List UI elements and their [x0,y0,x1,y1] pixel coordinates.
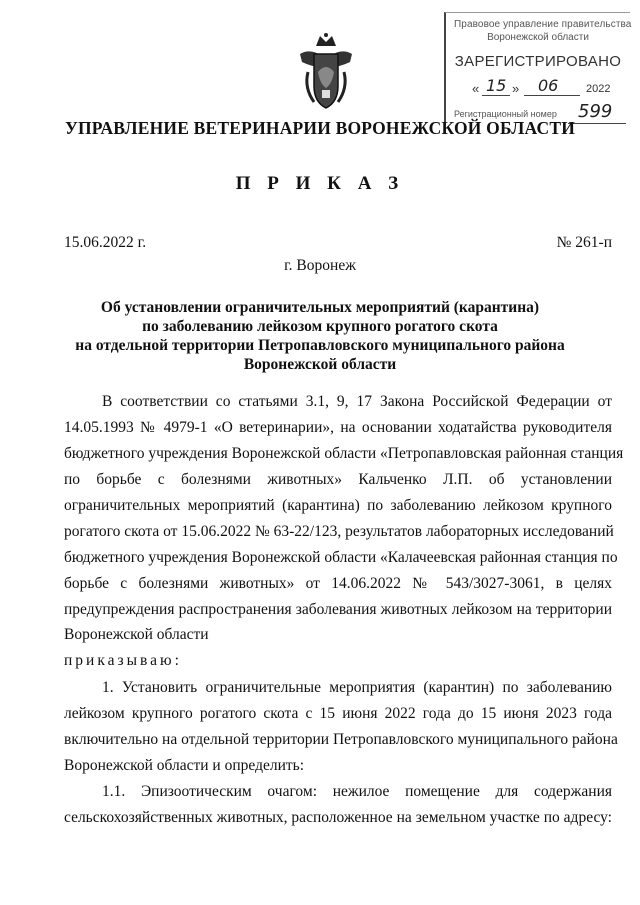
stamp-reg-number: 599 [578,101,613,122]
preamble-line: 14.05.1993 № 4979-1 «О ветеринарии», на основании ходатайства руководителя [64,419,612,436]
stamp-day: 15 [486,76,507,95]
preamble-line: ограничительных мероприятий (карантина) по заболеванию лейкозом крупного [64,497,612,514]
stamp-quote-close: » [512,81,520,96]
stamp-quote-open: « [472,81,480,96]
preamble-line: бюджетного учреждения Воронежской области «Калачеевская районная станция по [64,549,618,566]
stamp-month: 06 [538,76,559,95]
preamble-line: предупреждения распространения заболевания животных лейкозом на территории [64,601,612,618]
order-word: приказываю: [64,652,182,669]
item-1-1-line: сельскохозяйственных животных, расположенное на земельном участке по адресу: [64,809,612,826]
preamble-line: бюджетного учреждения Воронежской области «Петропавловская районная станция [64,445,624,462]
preamble-line: Воронежской области [64,626,209,643]
preamble-line: рогатого скота от 15.06.2022 № 63-22/123, результатов лабораторных исследований [64,523,614,540]
item-1-line: 1. Установить ограничительные мероприятия (карантин) по заболеванию [102,679,612,696]
stamp-year: 2022 [586,83,611,95]
preamble-line: В соответствии со статьями 3.1, 9, 17 Закона Российской Федерации от [102,393,612,410]
heading-line: Воронежской области [243,356,397,373]
item-1-line: лейкозом крупного рогатого скота с 15 июня 2022 года до 15 июня 2023 года [64,705,612,722]
document-number: № 261-п [556,234,612,251]
registration-stamp [444,12,630,125]
item-1-line: Воронежской области и определить: [64,757,305,774]
stamp-registered-label: ЗАРЕГИСТРИРОВАНО [454,53,622,70]
stamp-month-underline [524,95,580,96]
heading-line: на отдельной территории Петропавловского муниципального района [75,337,565,354]
preamble-line: по борьбе с болезнями животных» Кальченко Л.П. об установлении [64,471,612,488]
preamble-line: борьбе с болезнями животных» от 14.06.2022 № 543/3027-3061, в целях [64,575,612,592]
heading-line: Об установлении ограничительных мероприятий (карантина) [100,299,540,316]
document-date: 15.06.2022 г. [64,234,147,251]
organization-name: УПРАВЛЕНИЕ ВЕТЕРИНАРИИ ВОРОНЕЖСКОЙ ОБЛАСТИ [64,118,576,138]
document-type-title: П Р И К А З [235,173,405,194]
stamp-reg-number-label: Регистрационный номер [454,109,557,119]
item-1-line: включительно на отдельной территории Петропавловского муниципального района [64,731,618,748]
heading-line: по заболеванию лейкозом крупного рогатого скота [142,318,498,335]
order-subject-heading [40,298,600,374]
stamp-authority-line1: Правовое управление правительства [454,19,632,30]
coat-of-arms-emblem [296,32,356,114]
document-city: г. Воронеж [284,257,356,274]
item-1-1-line: 1.1. Эпизоотическим очагом: нежилое помещение для содержания [102,783,612,800]
stamp-authority-line2: Воронежской области [487,32,589,43]
stamp-day-underline [482,95,510,96]
